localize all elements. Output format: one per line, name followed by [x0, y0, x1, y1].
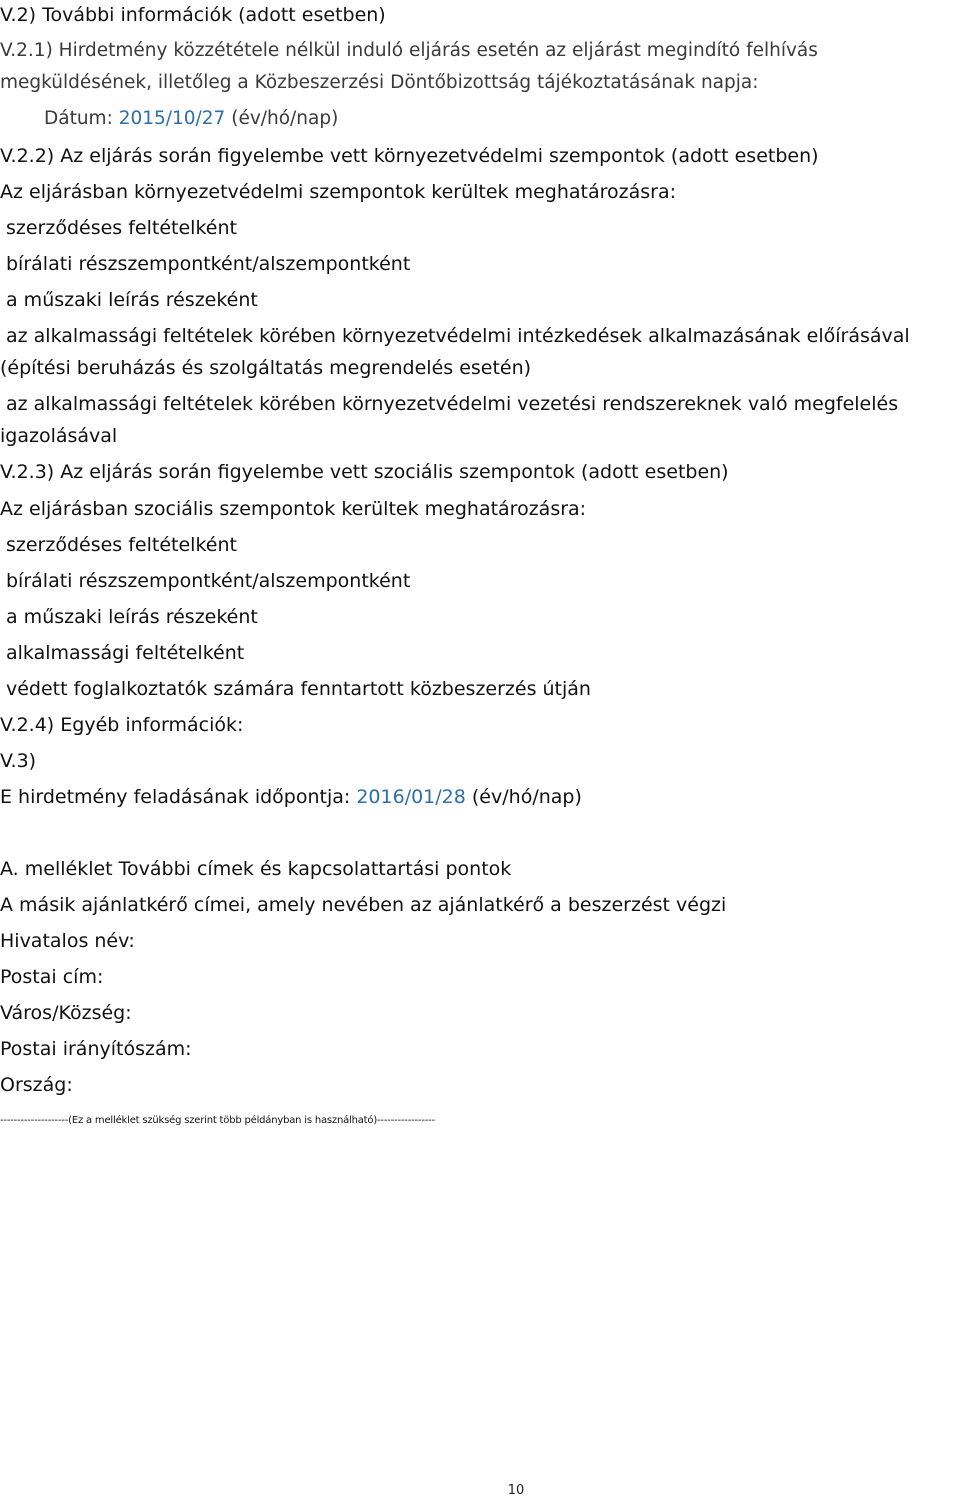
- page-number: 10: [507, 1483, 525, 1498]
- v22-item-suitability-measures: az alkalmassági feltételek körében környezetvédelmi intézkedések alkalmazásának előírásával: [6, 325, 910, 347]
- v24-heading: V.2.4) Egyéb információk:: [0, 714, 244, 736]
- annex-a-subheading: A másik ajánlatkérő címei, amely nevében az ajánlatkérő a beszerzést végzi: [0, 894, 727, 916]
- v22-heading: V.2.2) Az eljárás során figyelembe vett környezetvédelmi szempontok (adott esetben): [0, 145, 819, 167]
- v23-item-suitability: alkalmassági feltételként: [6, 642, 245, 664]
- v22-item-management-systems: az alkalmassági feltételek körében környezetvédelmi vezetési rendszereknek való megfelelés: [6, 393, 899, 415]
- v21-date-label: Dátum:: [44, 108, 119, 129]
- v22-intro: Az eljárásban környezetvédelmi szempontok kerültek meghatározásra:: [0, 181, 677, 203]
- v22-item-management-systems-cont: igazolásával: [0, 425, 118, 447]
- v23-item-contract-condition: szerződéses feltételként: [6, 534, 237, 556]
- dispatch-date-label: E hirdetmény feladásának időpontja:: [0, 786, 357, 808]
- dispatch-date-value: 2016/01/28: [356, 786, 466, 808]
- v21-text-line1: V.2.1) Hirdetmény közzététele nélkül induló eljárás esetén az eljárást megindító felhívás: [0, 40, 818, 61]
- dispatch-date-row: [0, 785, 582, 809]
- v21-date-format: (év/hó/nap): [225, 108, 339, 129]
- v21-date-row: [44, 107, 338, 131]
- v23-heading: V.2.3) Az eljárás során figyelembe vett szociális szempontok (adott esetben): [0, 461, 729, 483]
- official-name-label: Hivatalos név:: [0, 930, 135, 952]
- section-v2-heading: V.2) További információk (adott esetben): [0, 4, 386, 26]
- v23-item-reserved-procurement: védett foglalkoztatók számára fenntartott közbeszerzés útján: [6, 678, 591, 700]
- v21-text-line2: megküldésének, illetőleg a Közbeszerzési Döntőbizottság tájékoztatásának napja:: [0, 72, 759, 93]
- section-v3-heading: V.3): [0, 750, 37, 772]
- postal-code-label: Postai irányítószám:: [0, 1038, 192, 1060]
- v21-date-value: 2015/10/27: [118, 108, 226, 129]
- v22-item-technical-spec: a műszaki leírás részeként: [6, 289, 258, 311]
- v23-item-technical-spec: a műszaki leírás részeként: [6, 606, 258, 628]
- country-label: Ország:: [0, 1074, 73, 1096]
- annex-a-heading: A. melléklet További címek és kapcsolattartási pontok: [0, 858, 512, 880]
- v22-item-contract-condition: szerződéses feltételként: [6, 217, 237, 239]
- dispatch-date-format: (év/hó/nap): [465, 786, 582, 808]
- v22-item-award-subcriterion: bírálati részszempontként/alszempontként: [6, 253, 411, 275]
- v23-item-award-subcriterion: bírálati részszempontként/alszempontként: [6, 570, 411, 592]
- v23-intro: Az eljárásban szociális szempontok kerültek meghatározásra:: [0, 498, 587, 520]
- v22-item-suitability-measures-cont: (építési beruházás és szolgáltatás megrendelés esetén): [0, 357, 532, 379]
- city-label: Város/Község:: [0, 1002, 132, 1024]
- annex-separator: --------------------(Ez a melléklet szükség szerint több példányban is használható)-----------------: [0, 1115, 435, 1126]
- postal-address-label: Postai cím:: [0, 966, 104, 988]
